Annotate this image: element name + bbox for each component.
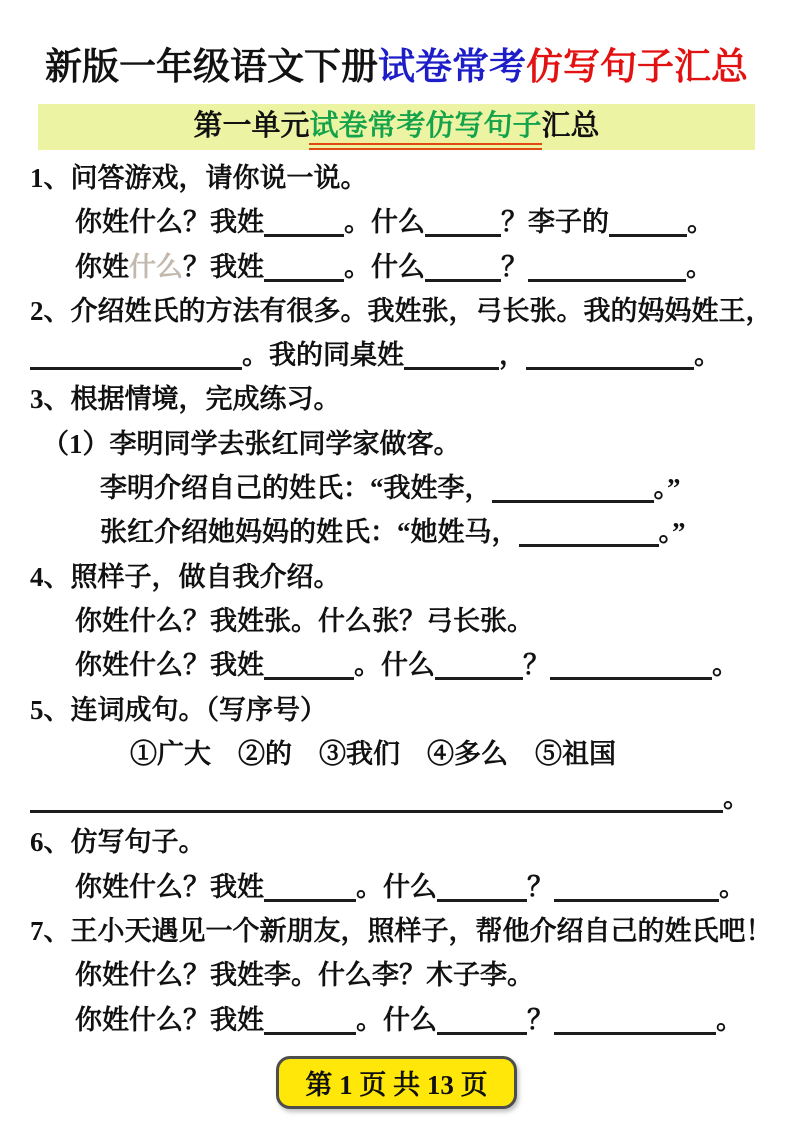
text-segment: 。我的同桌姓 bbox=[242, 340, 404, 371]
question-6-title: 6、仿写句子。 bbox=[30, 827, 206, 858]
text-segment: 张红介绍她妈妈的姓氏：“她姓马， bbox=[100, 517, 519, 548]
answer-blank bbox=[435, 669, 523, 680]
answer-blank bbox=[554, 891, 719, 902]
question-7-title: 7、王小天遇见一个新朋友，照样子，帮他介绍自己的姓氏吧！ bbox=[30, 916, 773, 947]
text-segment: 。 bbox=[686, 251, 713, 282]
text-segment: 你姓什么？我姓 bbox=[75, 1004, 264, 1035]
question-5-title: 5、连词成句。（写序号） bbox=[30, 694, 327, 725]
section-header bbox=[38, 104, 755, 150]
question-7-example: 你姓什么？我姓李。什么李？木子李。 bbox=[75, 960, 534, 991]
question-5-options: ①广大 ②的 ③我们 ④多么 ⑤祖国 bbox=[130, 738, 616, 769]
answer-blank bbox=[264, 271, 344, 282]
question-4-title: 4、照样子，做自我介绍。 bbox=[30, 561, 341, 592]
answer-blank bbox=[609, 226, 687, 237]
section-header-highlight: 试卷常考仿写句子 bbox=[309, 110, 541, 150]
text-segment: ？ bbox=[527, 871, 554, 902]
text-segment: 。 bbox=[719, 871, 746, 902]
answer-blank bbox=[404, 359, 499, 370]
question-6-line bbox=[30, 865, 763, 909]
question-3-line-1 bbox=[30, 466, 763, 510]
text-segment: ？ bbox=[501, 251, 528, 282]
question-7-line-2 bbox=[30, 998, 763, 1042]
question-5-answer-line bbox=[30, 776, 763, 820]
text-segment: 你姓什么？我姓 bbox=[75, 871, 264, 902]
answer-blank bbox=[554, 1024, 716, 1035]
question-3-scenario: （1）李明同学去张红同学家做客。 bbox=[42, 428, 461, 459]
answer-blank bbox=[264, 891, 356, 902]
text-segment: 。 bbox=[694, 340, 721, 371]
footer bbox=[30, 1056, 763, 1109]
answer-blank bbox=[526, 359, 694, 370]
text-segment: ， bbox=[499, 340, 526, 371]
question-4-example: 你姓什么？我姓张。什么张？弓长张。 bbox=[75, 605, 534, 636]
text-segment: 。 bbox=[712, 650, 739, 681]
question-1-title: 1、问答游戏，请你说一说。 bbox=[30, 163, 368, 193]
answer-blank bbox=[264, 669, 354, 680]
text-segment: 李明介绍自己的姓氏：“我姓李， bbox=[100, 473, 492, 504]
answer-blank bbox=[425, 271, 501, 282]
worksheet-body bbox=[30, 156, 773, 1042]
text-segment: 。 bbox=[716, 1004, 743, 1035]
text-segment: 你姓什么？我姓 bbox=[75, 207, 264, 238]
answer-blank bbox=[519, 536, 659, 547]
answer-blank bbox=[437, 1024, 527, 1035]
text-segment: ？ bbox=[527, 1004, 554, 1035]
answer-blank bbox=[264, 1024, 356, 1035]
section-header-prefix: 第一单元 bbox=[193, 110, 310, 142]
question-1-line-1 bbox=[30, 200, 763, 244]
question-2-title: 2、介绍姓氏的方法有很多。我姓张，弓长张。我的妈妈姓王， bbox=[30, 295, 773, 326]
answer-blank bbox=[437, 891, 527, 902]
text-segment: 。 bbox=[723, 783, 750, 814]
text-segment: ？李子的 bbox=[501, 207, 609, 238]
answer-blank bbox=[30, 802, 723, 813]
answer-blank bbox=[425, 226, 501, 237]
text-segment: 。 bbox=[687, 207, 714, 238]
answer-blank bbox=[30, 359, 242, 370]
text-segment: 。什么 bbox=[344, 251, 425, 282]
question-1-line-2 bbox=[30, 245, 763, 289]
text-segment: 你姓什么？我姓 bbox=[75, 650, 264, 681]
text-segment: ？ bbox=[523, 650, 550, 681]
text-segment: 。什么 bbox=[356, 1004, 437, 1035]
section-header-suffix: 汇总 bbox=[541, 110, 600, 142]
answer-blank bbox=[492, 492, 654, 503]
question-2-line-1 bbox=[30, 333, 763, 377]
text-segment: 什么 bbox=[129, 251, 183, 282]
title-part-blue: 试卷常考 bbox=[378, 47, 526, 88]
text-segment: 。什么 bbox=[344, 207, 425, 238]
text-segment: 。” bbox=[653, 473, 681, 504]
answer-blank bbox=[550, 669, 712, 680]
text-segment: 。什么 bbox=[356, 871, 437, 902]
question-3-title: 3、根据情境，完成练习。 bbox=[30, 384, 341, 415]
page-title bbox=[30, 42, 763, 94]
title-part-black: 新版一年级语文下册 bbox=[45, 47, 378, 88]
text-segment: 。什么 bbox=[354, 650, 435, 681]
question-3-line-2 bbox=[30, 510, 763, 554]
question-4-line-2 bbox=[30, 643, 763, 687]
text-segment: ？我姓 bbox=[183, 251, 264, 282]
title-part-red: 仿写句子汇总 bbox=[526, 47, 748, 88]
answer-blank bbox=[528, 271, 686, 282]
text-segment: 。” bbox=[658, 517, 686, 548]
page-number-badge: 第 1 页 共 13 页 bbox=[276, 1056, 516, 1109]
answer-blank bbox=[264, 226, 344, 237]
text-segment: 你姓 bbox=[75, 251, 129, 282]
